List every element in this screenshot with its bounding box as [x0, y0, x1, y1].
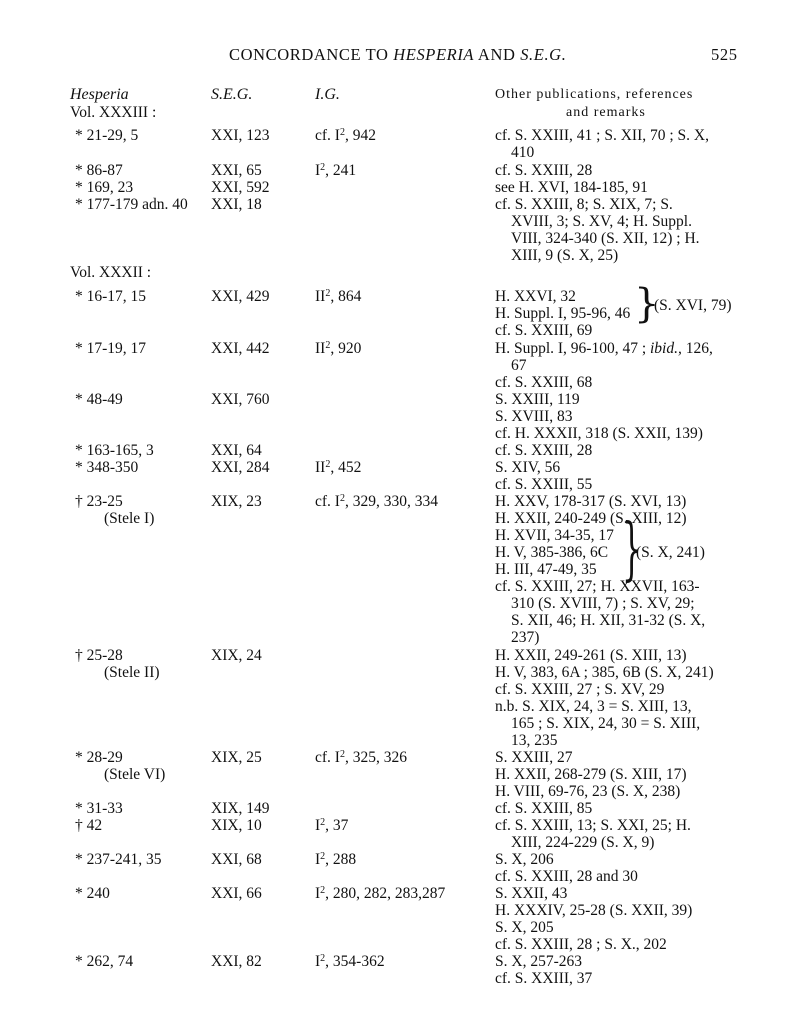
bracket-ref: (S. XVI, 79) [654, 297, 732, 314]
ig-ref: $II^2$, 920 [315, 340, 362, 357]
other-ref: cf. S. XXIII, 68 [495, 374, 593, 391]
seg-ref: XXI, 66 [211, 885, 262, 902]
hesperia-ref: † 42 [75, 817, 103, 834]
other-ref: S. XXIII, 119 [495, 391, 580, 408]
other-ref: cf. S. XXIII, 69 [495, 322, 593, 339]
other-ref: 13, 235 [511, 732, 558, 749]
other-ref: cf. S. XXIII, 55 [495, 476, 593, 493]
other-ref: S. XXIII, 27 [495, 749, 573, 766]
hesperia-ref: * 348-350 [75, 459, 139, 476]
other-ref: H. XVII, 34-35, 17 [495, 527, 614, 544]
other-ref: H. III, 47-49, 35 [495, 561, 597, 578]
seg-ref: XXI, 68 [211, 851, 262, 868]
other-ref: cf. S. XXIII, 37 [495, 970, 593, 987]
ig-ref: cf. $I^2$, 329, 330, 334 [315, 493, 438, 510]
other-ref: cf. S. XXIII, 8; S. XIX, 7; S. [495, 196, 673, 213]
other-ref: H. Suppl. I, 96-100, 47 ; ibid., 126, [495, 340, 713, 357]
other-ref: H. XXII, 240-249 (S. XIII, 12) [495, 510, 687, 527]
other-ref: H. Suppl. I, 95-96, 46 [495, 305, 631, 322]
page-header-title: CONCORDANCE TO HESPERIA AND S.E.G. [229, 45, 567, 64]
other-ref: cf. S. XXIII, 27; H. XXVII, 163- [495, 578, 700, 595]
other-ref: cf. S. XXIII, 41 ; S. XII, 70 ; S. X, [495, 127, 709, 144]
seg-ref: XXI, 64 [211, 442, 262, 459]
page-number: 525 [711, 45, 738, 64]
hesperia-ref: * 31-33 [75, 800, 123, 817]
stele-label: (Stele VI) [104, 766, 166, 783]
ig-ref: cf. $I^2$, 325, 326 [315, 749, 407, 766]
hesperia-ref: * 21-29, 5 [75, 127, 139, 144]
other-ref: S. X, 205 [495, 919, 554, 936]
ig-ref: cf. $I^2$, 942 [315, 127, 376, 144]
other-ref: S. XVIII, 83 [495, 408, 573, 425]
other-ref: S. XXII, 43 [495, 885, 568, 902]
column-header-other-line2: and remarks [566, 105, 646, 120]
hesperia-ref: † 23-25 [75, 493, 123, 510]
bracket-brace: } [634, 281, 660, 327]
seg-ref: XIX, 149 [211, 800, 270, 817]
other-ref: cf. H. XXXII, 318 (S. XXII, 139) [495, 425, 703, 442]
column-header-other-line1: Other publications, references [495, 87, 694, 102]
ig-ref: $II^2$, 452 [315, 459, 362, 476]
seg-ref: XXI, 760 [211, 391, 270, 408]
other-ref: cf. S. XXIII, 28 [495, 162, 593, 179]
hesperia-ref: * 237-241, 35 [75, 851, 162, 868]
hesperia-ref: * 163-165, 3 [75, 442, 154, 459]
seg-ref: XIX, 24 [211, 647, 262, 664]
seg-ref: XIX, 23 [211, 493, 262, 510]
seg-ref: XXI, 284 [211, 459, 270, 476]
other-ref: n.b. S. XIX, 24, 3 = S. XIII, 13, [495, 698, 692, 715]
column-header-seg: S.E.G. [211, 86, 253, 103]
other-ref: XIII, 224-229 (S. X, 9) [511, 834, 655, 851]
seg-ref: XXI, 442 [211, 340, 270, 357]
other-ref: H. V, 385-386, 6C [495, 544, 609, 561]
ig-ref: $I^2$, 354-362 [315, 953, 385, 970]
other-ref: XVIII, 3; S. XV, 4; H. Suppl. [511, 213, 692, 230]
other-ref: S. X, 206 [495, 851, 554, 868]
hesperia-ref: * 240 [75, 885, 110, 902]
ig-ref: $I^2$, 288 [315, 851, 357, 868]
seg-ref: XXI, 123 [211, 127, 270, 144]
other-ref: see H. XVI, 184-185, 91 [495, 179, 648, 196]
hesperia-ref: * 28-29 [75, 749, 123, 766]
stele-label: (Stele I) [104, 510, 155, 527]
hesperia-ref: * 48-49 [75, 391, 123, 408]
other-ref: cf. S. XXIII, 85 [495, 800, 593, 817]
stele-label: (Stele II) [104, 664, 160, 681]
hesperia-ref: * 262, 74 [75, 953, 134, 970]
other-ref: H. XXXIV, 25-28 (S. XXII, 39) [495, 902, 693, 919]
other-ref: S. XIV, 56 [495, 459, 561, 476]
seg-ref: XIX, 10 [211, 817, 262, 834]
ig-ref: $II^2$, 864 [315, 288, 362, 305]
other-ref: cf. S. XXIII, 28 [495, 442, 593, 459]
hesperia-ref: * 169, 23 [75, 179, 134, 196]
ig-ref: $I^2$, 280, 282, 283,287 [315, 885, 446, 902]
other-ref: 410 [511, 144, 535, 161]
other-ref: cf. S. XXIII, 28 ; S. X., 202 [495, 936, 667, 953]
seg-ref: XXI, 82 [211, 953, 262, 970]
other-ref: H. XXII, 268-279 (S. XIII, 17) [495, 766, 687, 783]
other-ref: 67 [511, 357, 527, 374]
seg-ref: XXI, 18 [211, 196, 262, 213]
hesperia-ref: * 177-179 adn. 40 [75, 196, 188, 213]
other-ref: cf. S. XXIII, 27 ; S. XV, 29 [495, 681, 665, 698]
section-heading-vol33: Vol. XXXIII : [70, 104, 157, 121]
other-ref: 165 ; S. XIX, 24, 30 = S. XIII, [511, 715, 701, 732]
other-ref: H. XXVI, 32 [495, 288, 576, 305]
ig-ref: $I^2$, 241 [315, 162, 357, 179]
bracket-ref: (S. X, 241) [636, 544, 705, 561]
other-ref: VIII, 324-340 (S. XII, 12) ; H. [511, 230, 700, 247]
other-ref: 310 (S. XVIII, 7) ; S. XV, 29; [511, 595, 695, 612]
section-heading-vol32: Vol. XXXII : [70, 264, 152, 281]
seg-ref: XXI, 429 [211, 288, 270, 305]
other-ref: S. XII, 46; H. XII, 31-32 (S. X, [511, 612, 706, 629]
column-header-hesperia: Hesperia [70, 86, 129, 103]
ig-ref: $I^2$, 37 [315, 817, 349, 834]
seg-ref: XIX, 25 [211, 749, 262, 766]
hesperia-ref: † 25-28 [75, 647, 123, 664]
other-ref: XIII, 9 (S. X, 25) [511, 247, 619, 264]
other-ref: 237) [511, 629, 540, 646]
hesperia-ref: * 16-17, 15 [75, 288, 147, 305]
other-ref: H. V, 383, 6A ; 385, 6B (S. X, 241) [495, 664, 714, 681]
other-ref: cf. S. XXIII, 13; S. XXI, 25; H. [495, 817, 691, 834]
ibid-label: ibid., [650, 340, 682, 357]
other-ref: H. XXII, 249-261 (S. XIII, 13) [495, 647, 687, 664]
seg-ref: XXI, 65 [211, 162, 262, 179]
bracket-brace: } [622, 510, 642, 589]
hesperia-ref: * 86-87 [75, 162, 123, 179]
column-header-ig: I.G. [315, 86, 340, 103]
other-ref: H. XXV, 178-317 (S. XVI, 13) [495, 493, 687, 510]
other-ref: S. X, 257-263 [495, 953, 582, 970]
other-ref: cf. S. XXIII, 28 and 30 [495, 868, 638, 885]
seg-ref: XXI, 592 [211, 179, 270, 196]
hesperia-ref: * 17-19, 17 [75, 340, 147, 357]
other-ref: H. VIII, 69-76, 23 (S. X, 238) [495, 783, 681, 800]
